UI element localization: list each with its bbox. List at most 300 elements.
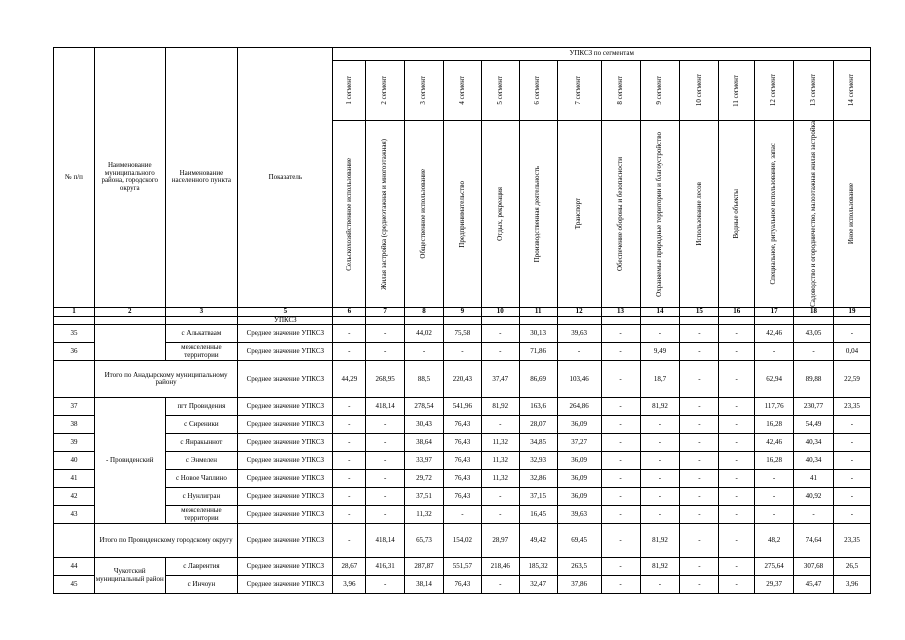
- value-cell: 416,31: [366, 558, 405, 576]
- segment-number-header: [366, 61, 405, 121]
- value-cell: [601, 316, 640, 325]
- value-cell: 37,51: [405, 488, 444, 506]
- value-cell: -: [366, 488, 405, 506]
- row-number-cell: 41: [54, 470, 95, 488]
- value-cell: [519, 316, 557, 325]
- segment-number-header: [557, 61, 601, 121]
- segment-name-header: [640, 121, 680, 308]
- segment-name-label: Производственная деятельность: [533, 165, 542, 263]
- segment-number-label: 9 сегмент: [655, 76, 664, 105]
- value-cell: 36,09: [557, 416, 601, 434]
- indicator-cell: Среднее значение УПКСЗ: [238, 576, 333, 594]
- value-cell: -: [719, 576, 755, 594]
- value-cell: 28,67: [333, 558, 366, 576]
- header-row-number: № п/п: [54, 48, 95, 308]
- segment-name-label: Сельскохозяйственное использование: [344, 157, 353, 271]
- segment-number-label: 10 сегмент: [694, 74, 703, 107]
- segment-name-header: [333, 121, 366, 308]
- value-cell: [366, 316, 405, 325]
- value-cell: -: [640, 452, 680, 470]
- column-number: 1: [54, 307, 95, 316]
- value-cell: -: [443, 343, 481, 361]
- value-cell: 264,86: [557, 398, 601, 416]
- segment-name-label: Садоводство и огородничество, малоэтажная жилая застройка: [808, 121, 817, 307]
- value-cell: -: [333, 343, 366, 361]
- value-cell: 76,43: [443, 416, 481, 434]
- value-cell: 49,42: [519, 524, 557, 558]
- value-cell: 278,54: [405, 398, 444, 416]
- value-cell: 32,93: [519, 452, 557, 470]
- segment-name-header: [719, 121, 755, 308]
- segment-number-label: 8 сегмент: [615, 76, 624, 105]
- district-cell: Чукотский муниципальный район: [94, 558, 165, 594]
- segment-name-header: [405, 121, 444, 308]
- indicator-cell: Среднее значение УПКСЗ: [238, 506, 333, 524]
- value-cell: -: [333, 506, 366, 524]
- value-cell: -: [405, 343, 444, 361]
- locality-cell: межселенные территории: [165, 343, 238, 361]
- value-cell: 418,14: [366, 398, 405, 416]
- column-number: 15: [680, 307, 719, 316]
- value-cell: 89,88: [794, 361, 834, 398]
- value-cell: -: [601, 325, 640, 343]
- row-number-cell: 35: [54, 325, 95, 343]
- table-row: [54, 488, 871, 506]
- value-cell: -: [680, 506, 719, 524]
- row-number-cell: 44: [54, 558, 95, 576]
- value-cell: [405, 316, 444, 325]
- value-cell: 76,43: [443, 576, 481, 594]
- column-number: 12: [557, 307, 601, 316]
- value-cell: -: [366, 325, 405, 343]
- value-cell: [333, 316, 366, 325]
- segment-name-label: Отдых, рекреация: [495, 187, 504, 241]
- column-number: 8: [405, 307, 444, 316]
- segment-number-header: [481, 61, 519, 121]
- table-row: [54, 558, 871, 576]
- value-cell: -: [833, 470, 870, 488]
- value-cell: -: [719, 416, 755, 434]
- value-cell: 11,32: [405, 506, 444, 524]
- locality-cell: [165, 316, 238, 325]
- value-cell: 287,87: [405, 558, 444, 576]
- column-number: 5: [238, 307, 333, 316]
- locality-cell: с Сиреники: [165, 416, 238, 434]
- value-cell: -: [680, 416, 719, 434]
- indicator-cell: Среднее значение УПКСЗ: [238, 470, 333, 488]
- value-cell: 37,15: [519, 488, 557, 506]
- value-cell: -: [601, 488, 640, 506]
- value-cell: -: [680, 452, 719, 470]
- header-locality: Наименование населенного пункта: [165, 48, 238, 308]
- value-cell: 11,32: [481, 452, 519, 470]
- value-cell: -: [366, 452, 405, 470]
- row-number-cell: 42: [54, 488, 95, 506]
- value-cell: 28,97: [481, 524, 519, 558]
- segment-name-label: Иное использование: [847, 183, 856, 245]
- segment-number-header: [601, 61, 640, 121]
- value-cell: -: [719, 506, 755, 524]
- segment-name-header: [680, 121, 719, 308]
- value-cell: 418,14: [366, 524, 405, 558]
- locality-cell: с Новое Чаплино: [165, 470, 238, 488]
- value-cell: -: [443, 506, 481, 524]
- header-indicator: Показатель: [238, 48, 333, 308]
- value-cell: 36,09: [557, 470, 601, 488]
- segment-name-header: [366, 121, 405, 308]
- value-cell: [719, 316, 755, 325]
- segment-name-label: Специальное, ритуальное использование, запас: [769, 143, 778, 285]
- value-cell: -: [719, 488, 755, 506]
- value-cell: -: [481, 343, 519, 361]
- value-cell: 16,28: [755, 452, 794, 470]
- value-cell: -: [755, 343, 794, 361]
- indicator-cell: УПКСЗ: [238, 316, 333, 325]
- value-cell: 30,43: [405, 416, 444, 434]
- value-cell: -: [719, 558, 755, 576]
- value-cell: 11,32: [481, 434, 519, 452]
- column-number: 9: [443, 307, 481, 316]
- row-number-cell: [54, 524, 95, 558]
- header-segments-title: УПКСЗ по сегментам: [333, 48, 871, 61]
- table-row: [54, 470, 871, 488]
- value-cell: -: [640, 506, 680, 524]
- value-cell: -: [366, 416, 405, 434]
- value-cell: -: [719, 470, 755, 488]
- value-cell: -: [719, 361, 755, 398]
- value-cell: 37,47: [481, 361, 519, 398]
- value-cell: 268,95: [366, 361, 405, 398]
- value-cell: 62,94: [755, 361, 794, 398]
- value-cell: -: [557, 343, 601, 361]
- value-cell: -: [601, 470, 640, 488]
- value-cell: -: [601, 434, 640, 452]
- value-cell: -: [601, 576, 640, 594]
- segment-number-label: 11 сегмент: [731, 74, 740, 107]
- value-cell: -: [833, 325, 870, 343]
- value-cell: -: [680, 343, 719, 361]
- value-cell: -: [640, 325, 680, 343]
- value-cell: 29,72: [405, 470, 444, 488]
- table-body: [54, 316, 871, 594]
- value-cell: -: [333, 398, 366, 416]
- value-cell: 11,32: [481, 470, 519, 488]
- indicator-cell: Среднее значение УПКСЗ: [238, 361, 333, 398]
- value-cell: -: [719, 343, 755, 361]
- value-cell: -: [833, 434, 870, 452]
- value-cell: -: [333, 488, 366, 506]
- segment-name-label: Предпринимательство: [457, 180, 466, 248]
- value-cell: 218,46: [481, 558, 519, 576]
- value-cell: -: [719, 398, 755, 416]
- value-cell: -: [601, 416, 640, 434]
- segment-name-label: Охраняемые природные территории и благоустройство: [655, 131, 664, 297]
- table-row: [54, 416, 871, 434]
- value-cell: 86,69: [519, 361, 557, 398]
- value-cell: [755, 316, 794, 325]
- row-number-cell: 36: [54, 343, 95, 361]
- value-cell: -: [601, 398, 640, 416]
- table-row: [54, 506, 871, 524]
- value-cell: -: [680, 361, 719, 398]
- segment-number-label: 14 сегмент: [847, 74, 856, 107]
- value-cell: -: [833, 452, 870, 470]
- column-number: 19: [833, 307, 870, 316]
- value-cell: 65,73: [405, 524, 444, 558]
- segment-number-label: 6 сегмент: [533, 76, 542, 105]
- segment-number-label: 2 сегмент: [380, 76, 389, 105]
- header-district: Наименование муниципального района, городского округа: [94, 48, 165, 308]
- table-row: [54, 452, 871, 470]
- segment-name-label: Транспорт: [574, 198, 583, 230]
- table-row: [54, 343, 871, 361]
- total-label-cell: Итого по Провиденскому городскому округу: [94, 524, 237, 558]
- value-cell: -: [833, 488, 870, 506]
- row-number-cell: [54, 316, 95, 325]
- value-cell: -: [680, 558, 719, 576]
- segment-name-header: [833, 121, 870, 308]
- value-cell: -: [481, 488, 519, 506]
- value-cell: -: [680, 398, 719, 416]
- value-cell: -: [680, 524, 719, 558]
- value-cell: 23,35: [833, 524, 870, 558]
- value-cell: 37,27: [557, 434, 601, 452]
- segment-number-label: 5 сегмент: [495, 76, 504, 105]
- value-cell: -: [640, 576, 680, 594]
- value-cell: -: [680, 488, 719, 506]
- value-cell: 42,46: [755, 434, 794, 452]
- segment-name-header: [601, 121, 640, 308]
- table-row-total: [54, 524, 871, 558]
- indicator-cell: Среднее значение УПКСЗ: [238, 343, 333, 361]
- table-row: [54, 398, 871, 416]
- column-number: 17: [755, 307, 794, 316]
- value-cell: 103,46: [557, 361, 601, 398]
- value-cell: [833, 316, 870, 325]
- segment-number-label: 13 сегмент: [808, 74, 817, 107]
- segment-number-label: 1 сегмент: [344, 76, 353, 105]
- value-cell: -: [640, 416, 680, 434]
- value-cell: -: [601, 343, 640, 361]
- value-cell: 16,45: [519, 506, 557, 524]
- value-cell: [640, 316, 680, 325]
- segment-number-header: [405, 61, 444, 121]
- value-cell: 34,85: [519, 434, 557, 452]
- value-cell: 275,64: [755, 558, 794, 576]
- value-cell: 0,04: [833, 343, 870, 361]
- value-cell: 42,46: [755, 325, 794, 343]
- value-cell: -: [601, 558, 640, 576]
- locality-cell: с Лаврентия: [165, 558, 238, 576]
- value-cell: 38,14: [405, 576, 444, 594]
- row-number-cell: 43: [54, 506, 95, 524]
- value-cell: 163,6: [519, 398, 557, 416]
- segment-name-label: Использование лесов: [694, 182, 703, 246]
- value-cell: -: [833, 416, 870, 434]
- value-cell: -: [640, 470, 680, 488]
- value-cell: 44,29: [333, 361, 366, 398]
- indicator-cell: Среднее значение УПКСЗ: [238, 524, 333, 558]
- value-cell: -: [755, 506, 794, 524]
- value-cell: -: [366, 470, 405, 488]
- value-cell: 69,45: [557, 524, 601, 558]
- value-cell: -: [719, 434, 755, 452]
- value-cell: 43,05: [794, 325, 834, 343]
- column-number: 2: [94, 307, 165, 316]
- value-cell: -: [719, 524, 755, 558]
- district-cell: [94, 325, 165, 361]
- segment-name-header: [557, 121, 601, 308]
- row-number-cell: [54, 361, 95, 398]
- indicator-cell: Среднее значение УПКСЗ: [238, 398, 333, 416]
- value-cell: -: [366, 343, 405, 361]
- segment-number-header: [519, 61, 557, 121]
- column-number: 10: [481, 307, 519, 316]
- table-row: [54, 325, 871, 343]
- value-cell: 9,49: [640, 343, 680, 361]
- value-cell: -: [680, 576, 719, 594]
- value-cell: -: [481, 576, 519, 594]
- value-cell: -: [366, 576, 405, 594]
- district-cell: [94, 316, 165, 325]
- column-number: 16: [719, 307, 755, 316]
- locality-cell: с Янракыннот: [165, 434, 238, 452]
- value-cell: 18,7: [640, 361, 680, 398]
- indicator-cell: Среднее значение УПКСЗ: [238, 434, 333, 452]
- value-cell: 26,5: [833, 558, 870, 576]
- value-cell: 38,64: [405, 434, 444, 452]
- value-cell: -: [333, 416, 366, 434]
- segment-number-header: [680, 61, 719, 121]
- district-cell: - Провиденский: [94, 398, 165, 524]
- value-cell: 28,07: [519, 416, 557, 434]
- table-row: [54, 434, 871, 452]
- value-cell: -: [755, 470, 794, 488]
- locality-cell: межселенные территории: [165, 506, 238, 524]
- total-label-cell: Итого по Анадырскому муниципальному району: [94, 361, 237, 398]
- value-cell: 45,47: [794, 576, 834, 594]
- value-cell: -: [333, 325, 366, 343]
- segment-number-label: 7 сегмент: [574, 76, 583, 105]
- value-cell: 71,86: [519, 343, 557, 361]
- locality-cell: с Инчоун: [165, 576, 238, 594]
- value-cell: [557, 316, 601, 325]
- value-cell: -: [481, 325, 519, 343]
- segment-number-header: [755, 61, 794, 121]
- segment-number-header: [640, 61, 680, 121]
- value-cell: 220,43: [443, 361, 481, 398]
- segment-name-label: Общественное использование: [419, 169, 428, 259]
- segment-number-label: 4 сегмент: [457, 76, 466, 105]
- value-cell: 44,02: [405, 325, 444, 343]
- value-cell: 40,34: [794, 434, 834, 452]
- value-cell: -: [601, 506, 640, 524]
- value-cell: 54,49: [794, 416, 834, 434]
- segment-number-header: [333, 61, 366, 121]
- value-cell: 41: [794, 470, 834, 488]
- value-cell: 551,57: [443, 558, 481, 576]
- table-row: [54, 576, 871, 594]
- value-cell: 230,77: [794, 398, 834, 416]
- locality-cell: с Нунлигран: [165, 488, 238, 506]
- value-cell: -: [333, 434, 366, 452]
- table-row-total: [54, 361, 871, 398]
- upksz-segments-table: [53, 47, 871, 594]
- value-cell: 117,76: [755, 398, 794, 416]
- column-number-row: [54, 307, 871, 316]
- locality-cell: с Энмелен: [165, 452, 238, 470]
- segment-name-header: [443, 121, 481, 308]
- column-number: 3: [165, 307, 238, 316]
- indicator-cell: Среднее значение УПКСЗ: [238, 416, 333, 434]
- locality-cell: пгт Провидения: [165, 398, 238, 416]
- value-cell: 30,13: [519, 325, 557, 343]
- value-cell: 39,63: [557, 506, 601, 524]
- value-cell: -: [719, 325, 755, 343]
- segment-name-label: Обеспечение обороны и безопасности: [615, 156, 624, 271]
- value-cell: -: [640, 488, 680, 506]
- value-cell: -: [640, 434, 680, 452]
- value-cell: [680, 316, 719, 325]
- value-cell: -: [794, 506, 834, 524]
- indicator-cell: Среднее значение УПКСЗ: [238, 558, 333, 576]
- column-number: 14: [640, 307, 680, 316]
- locality-cell: с Алькатваам: [165, 325, 238, 343]
- row-number-cell: 39: [54, 434, 95, 452]
- column-number: 11: [519, 307, 557, 316]
- value-cell: -: [794, 343, 834, 361]
- value-cell: -: [601, 452, 640, 470]
- value-cell: 154,02: [443, 524, 481, 558]
- value-cell: -: [755, 488, 794, 506]
- value-cell: 36,09: [557, 488, 601, 506]
- segment-name-header: [481, 121, 519, 308]
- column-number: 6: [333, 307, 366, 316]
- value-cell: 40,92: [794, 488, 834, 506]
- value-cell: 541,96: [443, 398, 481, 416]
- value-cell: 185,32: [519, 558, 557, 576]
- value-cell: -: [481, 416, 519, 434]
- value-cell: 29,37: [755, 576, 794, 594]
- value-cell: -: [333, 470, 366, 488]
- value-cell: 81,92: [640, 398, 680, 416]
- column-number: 13: [601, 307, 640, 316]
- indicator-cell: Среднее значение УПКСЗ: [238, 452, 333, 470]
- value-cell: 37,86: [557, 576, 601, 594]
- value-cell: -: [833, 506, 870, 524]
- value-cell: 33,97: [405, 452, 444, 470]
- value-cell: 76,43: [443, 434, 481, 452]
- value-cell: -: [601, 361, 640, 398]
- table-row-continuation: [54, 316, 871, 325]
- value-cell: 76,43: [443, 470, 481, 488]
- value-cell: [794, 316, 834, 325]
- row-number-cell: 37: [54, 398, 95, 416]
- segment-number-label: 12 сегмент: [769, 74, 778, 107]
- segment-name-label: Водные объекты: [731, 189, 740, 239]
- column-number: 18: [794, 307, 834, 316]
- value-cell: 32,86: [519, 470, 557, 488]
- value-cell: -: [601, 524, 640, 558]
- value-cell: [481, 316, 519, 325]
- value-cell: 81,92: [481, 398, 519, 416]
- value-cell: 32,47: [519, 576, 557, 594]
- value-cell: 88,5: [405, 361, 444, 398]
- value-cell: 81,92: [640, 524, 680, 558]
- value-cell: 76,43: [443, 488, 481, 506]
- value-cell: 76,43: [443, 452, 481, 470]
- value-cell: -: [719, 452, 755, 470]
